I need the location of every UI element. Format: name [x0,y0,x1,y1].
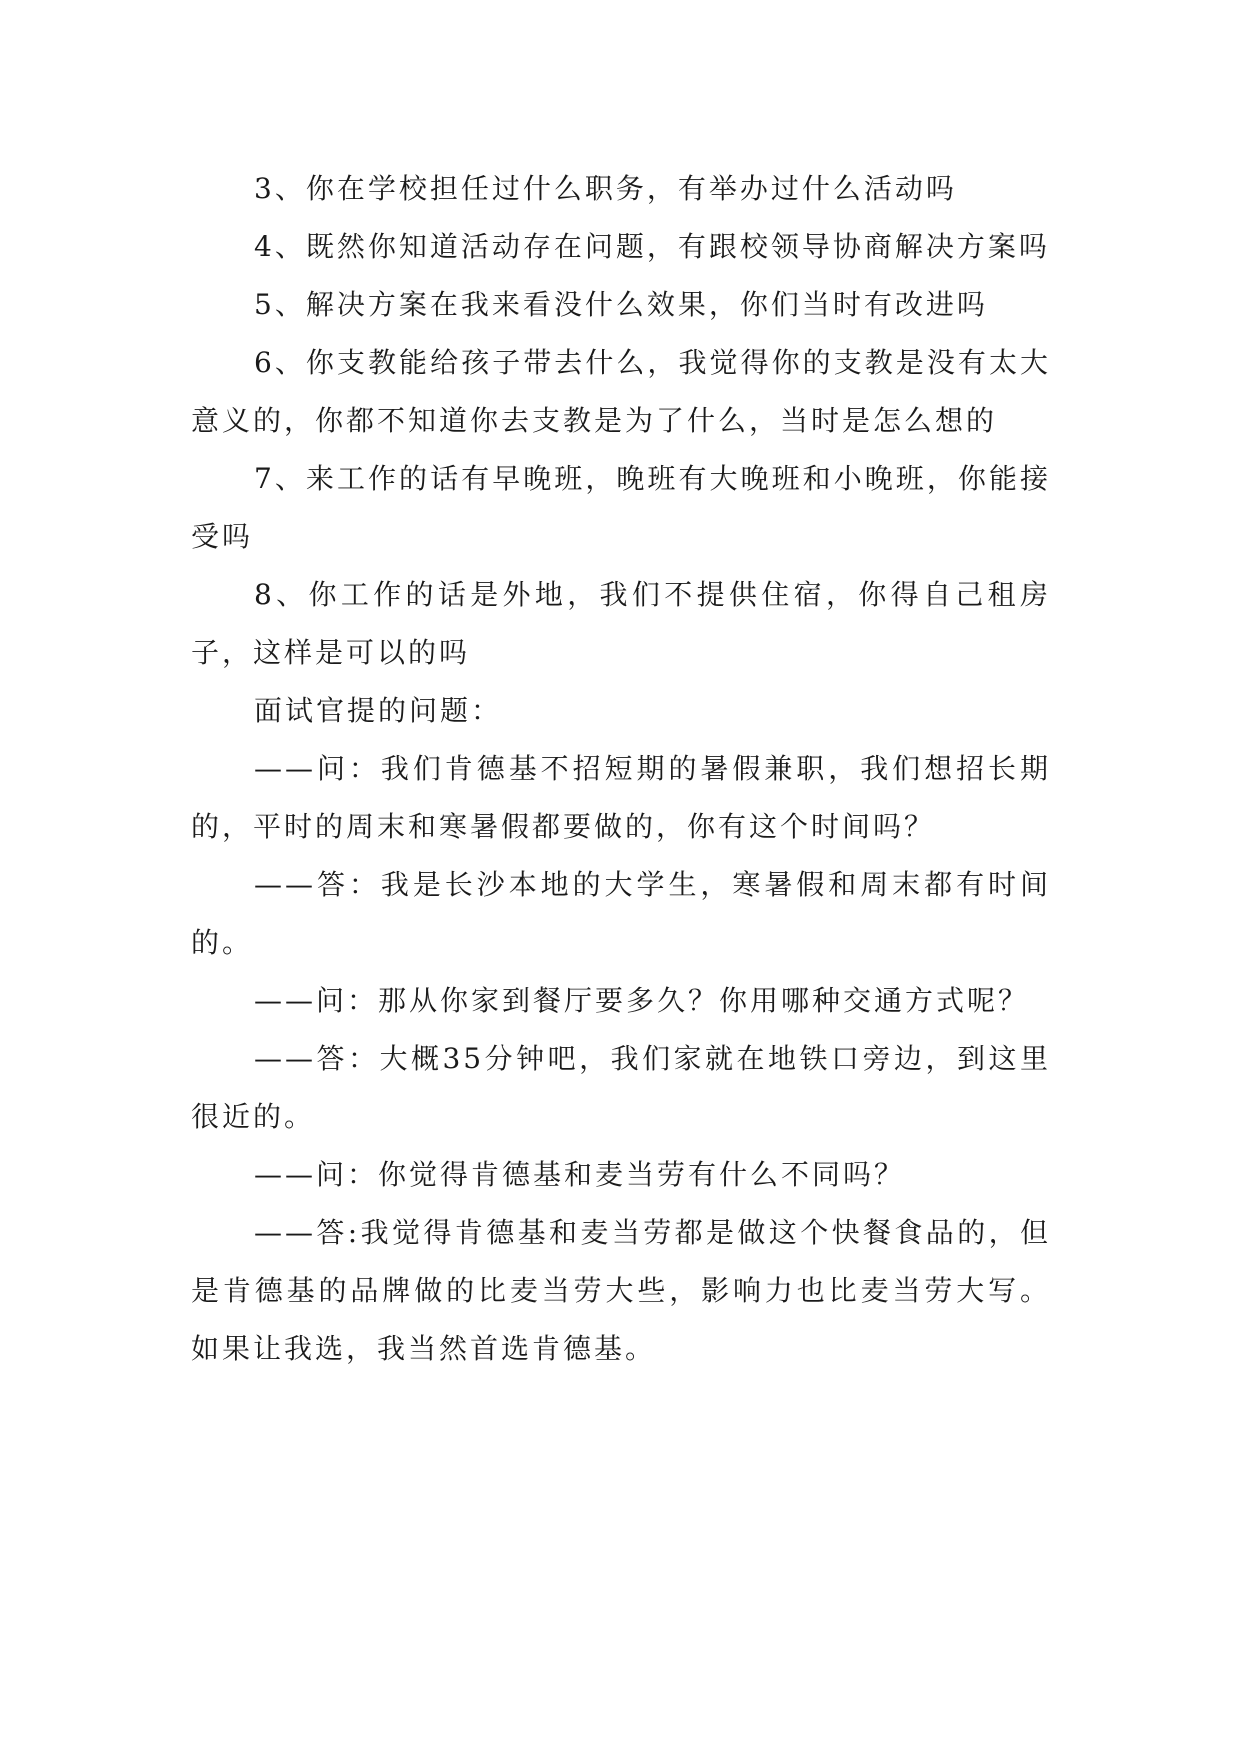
paragraph-question-4: 4、既然你知道活动存在问题，有跟校领导协商解决方案吗 [254,230,1050,263]
section-heading-interviewer-questions: 面试官提的问题： [254,694,503,727]
paragraph-question-5: 5、解决方案在我来看没什么效果，你们当时有改进吗 [254,288,988,321]
dialogue-answer-3: ——答:我觉得肯德基和麦当劳都是做这个快餐食品的，但是肯德基的品牌做的比麦当劳大些，影响力也比麦当劳大写。如果让我选，我当然首选肯德基。 [191,1216,1051,1365]
dialogue-answer-2: ——答：大概35分钟吧，我们家就在地铁口旁边，到这里很近的。 [191,1042,1051,1133]
dialogue-question-2: ——问：那从你家到餐厅要多久？你用哪种交通方式呢？ [254,984,1030,1017]
paragraph-question-6: 6、你支教能给孩子带去什么，我觉得你的支教是没有太大意义的，你都不知道你去支教是为了什么，当时是怎么想的 [191,346,1051,437]
paragraph-question-7: 7、来工作的话有早晚班，晚班有大晚班和小晚班，你能接受吗 [191,462,1051,553]
paragraph-question-8: 8、你工作的话是外地，我们不提供住宿，你得自己租房子，这样是可以的吗 [191,578,1051,669]
dialogue-question-1: ——问：我们肯德基不招短期的暑假兼职，我们想招长期的，平时的周末和寒暑假都要做的，你有这个时间吗？ [191,752,1051,843]
document-body [191,160,1051,1378]
dialogue-question-3: ——问：你觉得肯德基和麦当劳有什么不同吗？ [254,1158,906,1191]
dialogue-answer-1: ——答：我是长沙本地的大学生，寒暑假和周末都有时间的。 [191,868,1051,959]
paragraph-question-3: 3、你在学校担任过什么职务，有举办过什么活动吗 [254,172,957,205]
